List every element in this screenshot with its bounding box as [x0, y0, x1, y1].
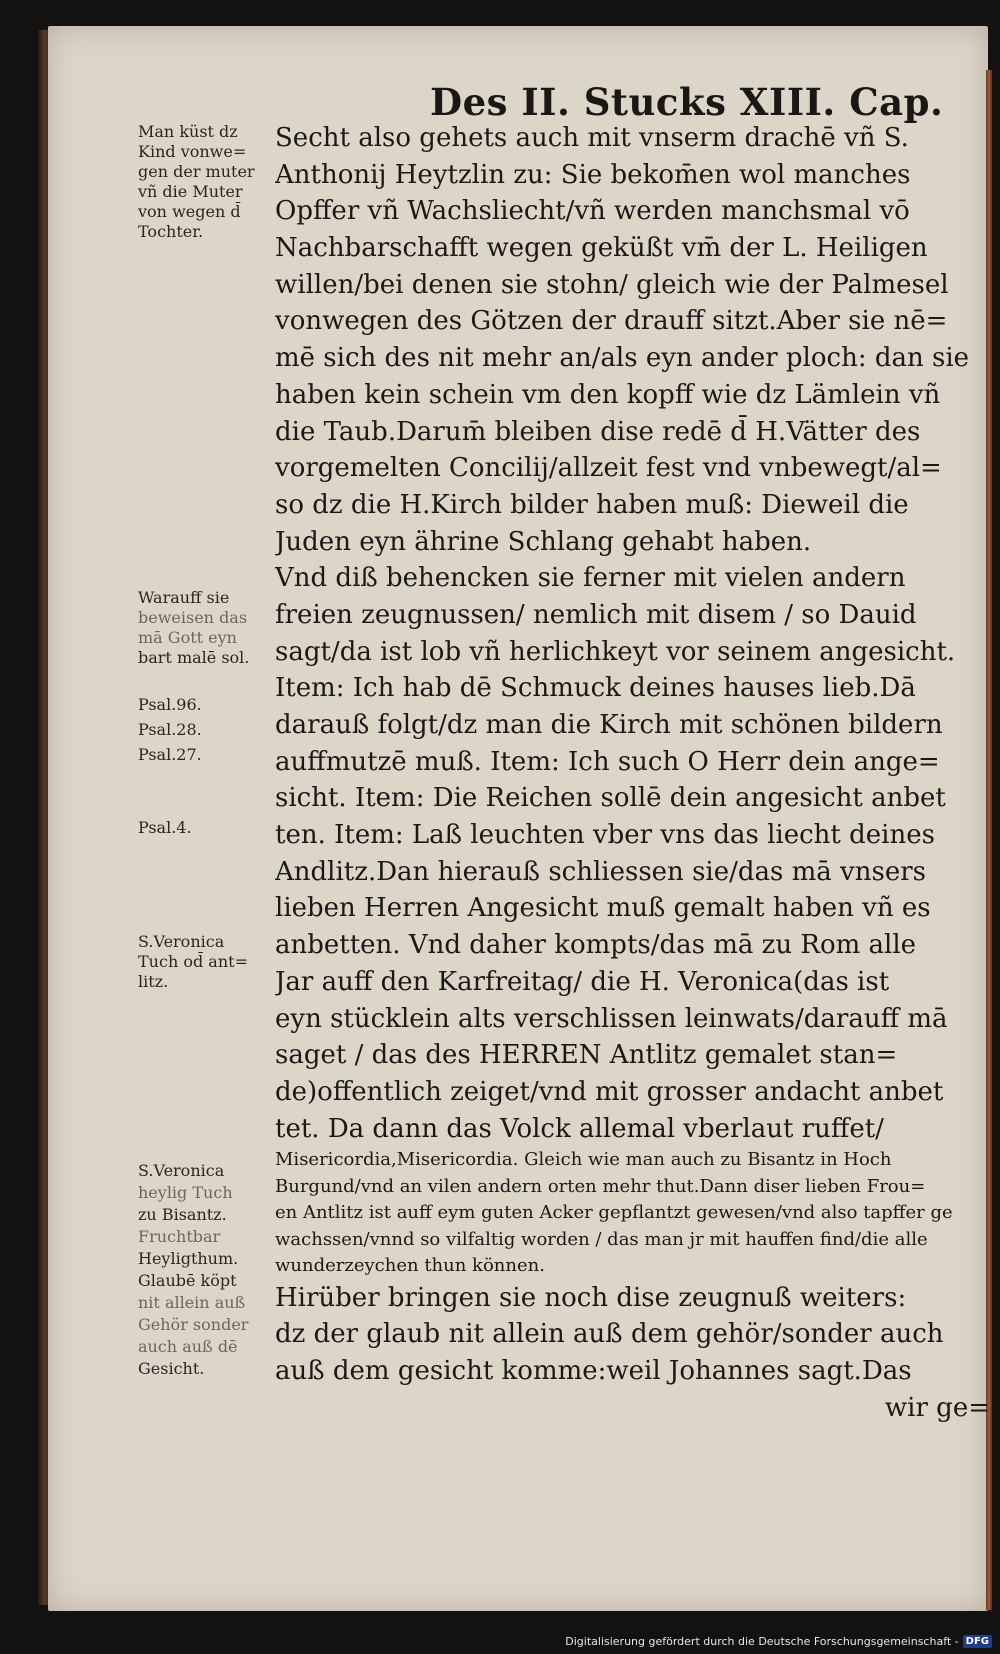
small-text-line: wachssen/vnnd so vilfaltig worden / das man jr mit hauffen find/die alle: [275, 1228, 928, 1250]
margin-note-line: Psal.28.: [138, 720, 202, 739]
margin-note-line: S.Veronica: [138, 932, 225, 951]
margin-note-line: beweisen das: [138, 608, 248, 627]
text-line: darauß folgt/dz man die Kirch mit schönen bildern: [275, 710, 943, 740]
text-line: freien zeugnussen/ nemlich mit disem / so Dauid: [275, 599, 917, 630]
small-text-line: Misericordia,Misericordia. Gleich wie man auch zu Bisantz in Hoch: [275, 1149, 892, 1171]
text-line: haben kein schein vm den kopff wie dz Lämlein vñ: [275, 379, 941, 410]
text-line: tet. Da dann das Volck allemal vberlaut ruffet/: [275, 1113, 884, 1144]
margin-note-veronica: [138, 932, 273, 992]
credit-text: Digitalisierung gefördert durch die Deutsche Forschungsgemeinschaft -: [565, 1635, 959, 1648]
margin-note-line: nit allein auß: [138, 1293, 246, 1312]
margin-note-bisantz: [138, 1160, 273, 1270]
margin-note-line: Gesicht.: [138, 1359, 205, 1378]
margin-note-line: auch auß dē: [138, 1337, 238, 1356]
text-line: Vnd diß behencken sie ferner mit vielen andern: [275, 563, 906, 594]
text-line: sagt/da ist lob vñ herlichkeyt vor seinem angesicht.: [275, 636, 956, 667]
text-line: willen/bei denen sie stohn/ gleich wie der Palmesel: [275, 269, 949, 300]
margin-note-psalm-4: [138, 818, 273, 838]
margin-note-line: Psal.27.: [138, 745, 202, 764]
text-line: auffmutzē muß. Item: Ich such O Herr dein ange=: [275, 746, 940, 777]
text-line: ten. Item: Laß leuchten vber vns das liecht deines: [275, 820, 935, 851]
margin-note-kiss: [138, 122, 273, 242]
margin-note-line: zu Bisantz.: [138, 1205, 227, 1224]
small-text-line: en Antlitz ist auff eym guten Acker gepflantzt gewesen/vnd also tapffer ge: [275, 1202, 953, 1224]
small-text-line: wunderzeychen thun können.: [275, 1255, 545, 1277]
margin-note-line: Glaubē köpt: [138, 1271, 237, 1290]
text-line: Hirüber bringen sie noch dise zeugnuß weiters:: [275, 1282, 907, 1313]
margin-note-line: heylig Tuch: [138, 1183, 233, 1202]
text-line: Opffer vñ Wachsliecht/vñ werden manchsmal vō: [275, 196, 910, 227]
text-line: vonwegen des Götzen der drauff sitzt.Aber sie nē=: [275, 306, 948, 337]
text-line: so dz die H.Kirch bilder haben muß: Dieweil die: [275, 489, 909, 520]
margin-note-line: mā Gott eyn: [138, 628, 237, 647]
text-line: anbetten. Vnd daher kompts/das mā zu Rom alle: [275, 930, 917, 961]
margin-note-line: Man küst dz: [138, 122, 238, 141]
text-line: sicht. Item: Die Reichen sollē dein angesicht anbet: [275, 783, 946, 814]
margin-note-line: von wegen d̄: [138, 202, 241, 221]
text-line: Item: Ich hab dē Schmuck deines hauses lieb.Dā: [275, 673, 916, 704]
text-line: Secht also gehets auch mit vnserm drachē vñ S.: [275, 123, 909, 153]
text-line: die Taub.Darum̄ bleiben dise redē d̄ H.Vätter des: [275, 416, 921, 447]
margin-note-line: Psal.96.: [138, 695, 202, 714]
catchword: wir ge=: [884, 1392, 990, 1423]
text-line: de)offentlich zeiget/vnd mit grosser andacht anbet: [275, 1076, 944, 1107]
text-line: Juden eyn ährine Schlang gehabt haben.: [275, 526, 812, 557]
margin-note-line: Tochter.: [138, 222, 204, 241]
digitization-credit: [565, 1635, 992, 1648]
text-line: dz der glaub nit allein auß dem gehör/sonder auch: [275, 1319, 944, 1350]
margin-note-proof: [138, 588, 273, 668]
margin-note-psalms: [138, 692, 273, 767]
main-text-block: [275, 120, 995, 1427]
margin-note-line: Psal.4.: [138, 818, 192, 837]
margin-note-line: gen der muter: [138, 162, 255, 181]
margin-note-faith: [138, 1270, 273, 1380]
margin-note-line: Gehör sonder: [138, 1315, 249, 1334]
margin-note-line: Heyligthum.: [138, 1249, 239, 1268]
text-line: vorgemelten Concilij/allzeit fest vnd vnbewegt/al=: [275, 453, 942, 484]
text-line: Jar auff den Karfreitag/ die H. Veronica(das ist: [275, 966, 890, 997]
text-line: mē sich des nit mehr an/als eyn ander ploch: dan sie: [275, 343, 970, 374]
text-line: Andlitz.Dan hierauß schliessen sie/das mā vnsers: [275, 856, 926, 887]
text-line: auß dem gesicht komme:weil Johannes sagt.Das: [275, 1356, 912, 1387]
margin-note-line: vñ die Muter: [138, 182, 243, 201]
small-text-line: Burgund/vnd an vilen andern orten mehr thut.Dann diser lieben Frou=: [275, 1175, 926, 1197]
margin-note-line: Fruchtbar: [138, 1227, 221, 1246]
text-line: lieben Herren Angesicht muß gemalt haben vñ es: [275, 893, 931, 924]
text-line: eyn stücklein alts verschlissen leinwats/darauff mā: [275, 1003, 948, 1034]
margin-note-line: Warauff sie: [138, 588, 230, 607]
margin-note-line: Kind vonwe=: [138, 142, 247, 161]
text-line: Anthonij Heytzlin zu: Sie bekom̄en wol manches: [275, 159, 911, 190]
running-title: Des II. Stucks XIII. Cap.: [430, 80, 944, 124]
margin-note-line: litz.: [138, 972, 169, 991]
margin-note-line: S.Veronica: [138, 1161, 225, 1180]
text-line: Nachbarschafft wegen geküßt vm̄ der L. Heiligen: [275, 233, 928, 264]
margin-note-line: Tuch od̄ ant=: [138, 952, 248, 971]
text-line: saget / das des HERREN Antlitz gemalet stan=: [275, 1040, 898, 1071]
margin-note-line: bart malē sol.: [138, 648, 250, 667]
dfg-logo-icon: DFG: [963, 1635, 992, 1648]
